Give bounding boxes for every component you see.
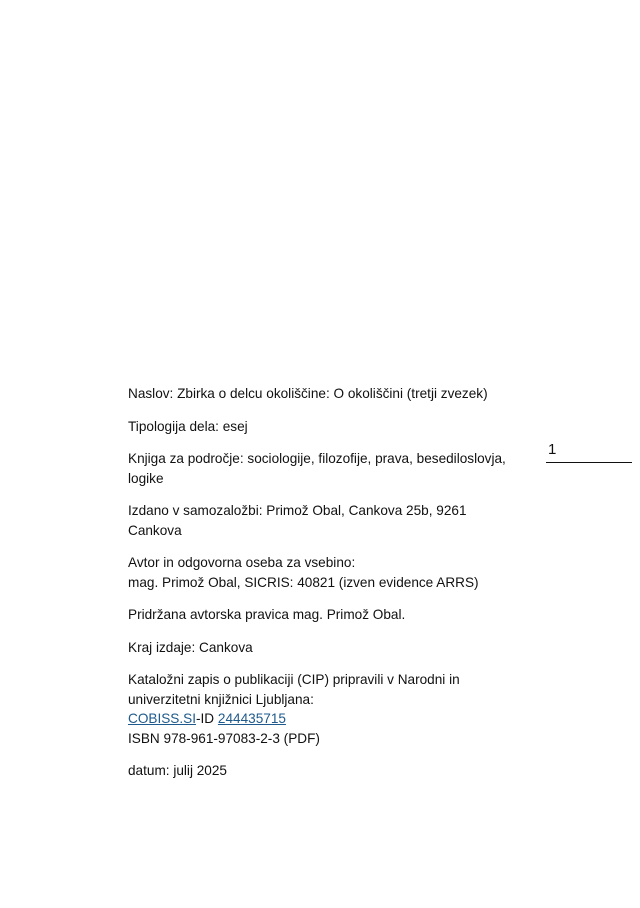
copyright-line: Pridržana avtorska pravica mag. Primož Obal. xyxy=(128,607,406,622)
cip-line-2: univerzitetni knjižnici Ljubljana: xyxy=(128,691,314,707)
cobiss-link[interactable]: COBISS.SI xyxy=(128,711,196,726)
publisher-line-1: Izdano v samozaložbi: Primož Obal, Cankova 25b, 9261 xyxy=(128,503,467,518)
cip-paragraph xyxy=(128,670,528,748)
colophon xyxy=(128,384,528,794)
author-line-1: Avtor in odgovorna oseba za vsebino: xyxy=(128,555,356,570)
page-number-rule xyxy=(546,462,632,463)
isbn-line: ISBN 978-961-97083-2-3 (PDF) xyxy=(128,730,320,746)
author-paragraph xyxy=(128,553,528,592)
title-paragraph xyxy=(128,384,528,404)
place-line: Kraj izdaje: Cankova xyxy=(128,639,253,655)
date-line: datum: julij 2025 xyxy=(128,763,227,778)
field-paragraph xyxy=(128,449,528,488)
field-line-1: Knjiga za področje: sociologije, filozofije, prava, besediloslovja, xyxy=(128,451,506,466)
publisher-paragraph xyxy=(128,501,528,540)
place-paragraph xyxy=(128,638,528,658)
field-line-2: logike xyxy=(128,470,164,486)
date-paragraph xyxy=(128,761,528,781)
cobiss-line xyxy=(128,709,528,729)
cip-line-1: Kataložni zapis o publikaciji (CIP) pripravili v Narodni in xyxy=(128,672,460,687)
author-line-2: mag. Primož Obal, SICRIS: 40821 (izven evidence ARRS) xyxy=(128,574,479,590)
typology-paragraph xyxy=(128,417,528,437)
cobiss-separator: -ID xyxy=(196,711,218,726)
title-line: Naslov: Zbirka o delcu okoliščine: O okoliščini (tretji zvezek) xyxy=(128,386,488,401)
publisher-line-2: Cankova xyxy=(128,522,182,538)
cobiss-id-link[interactable]: 244435715 xyxy=(217,711,286,726)
typology-line: Tipologija dela: esej xyxy=(128,418,248,434)
copyright-paragraph xyxy=(128,605,528,625)
page-number: 1 xyxy=(548,441,557,458)
